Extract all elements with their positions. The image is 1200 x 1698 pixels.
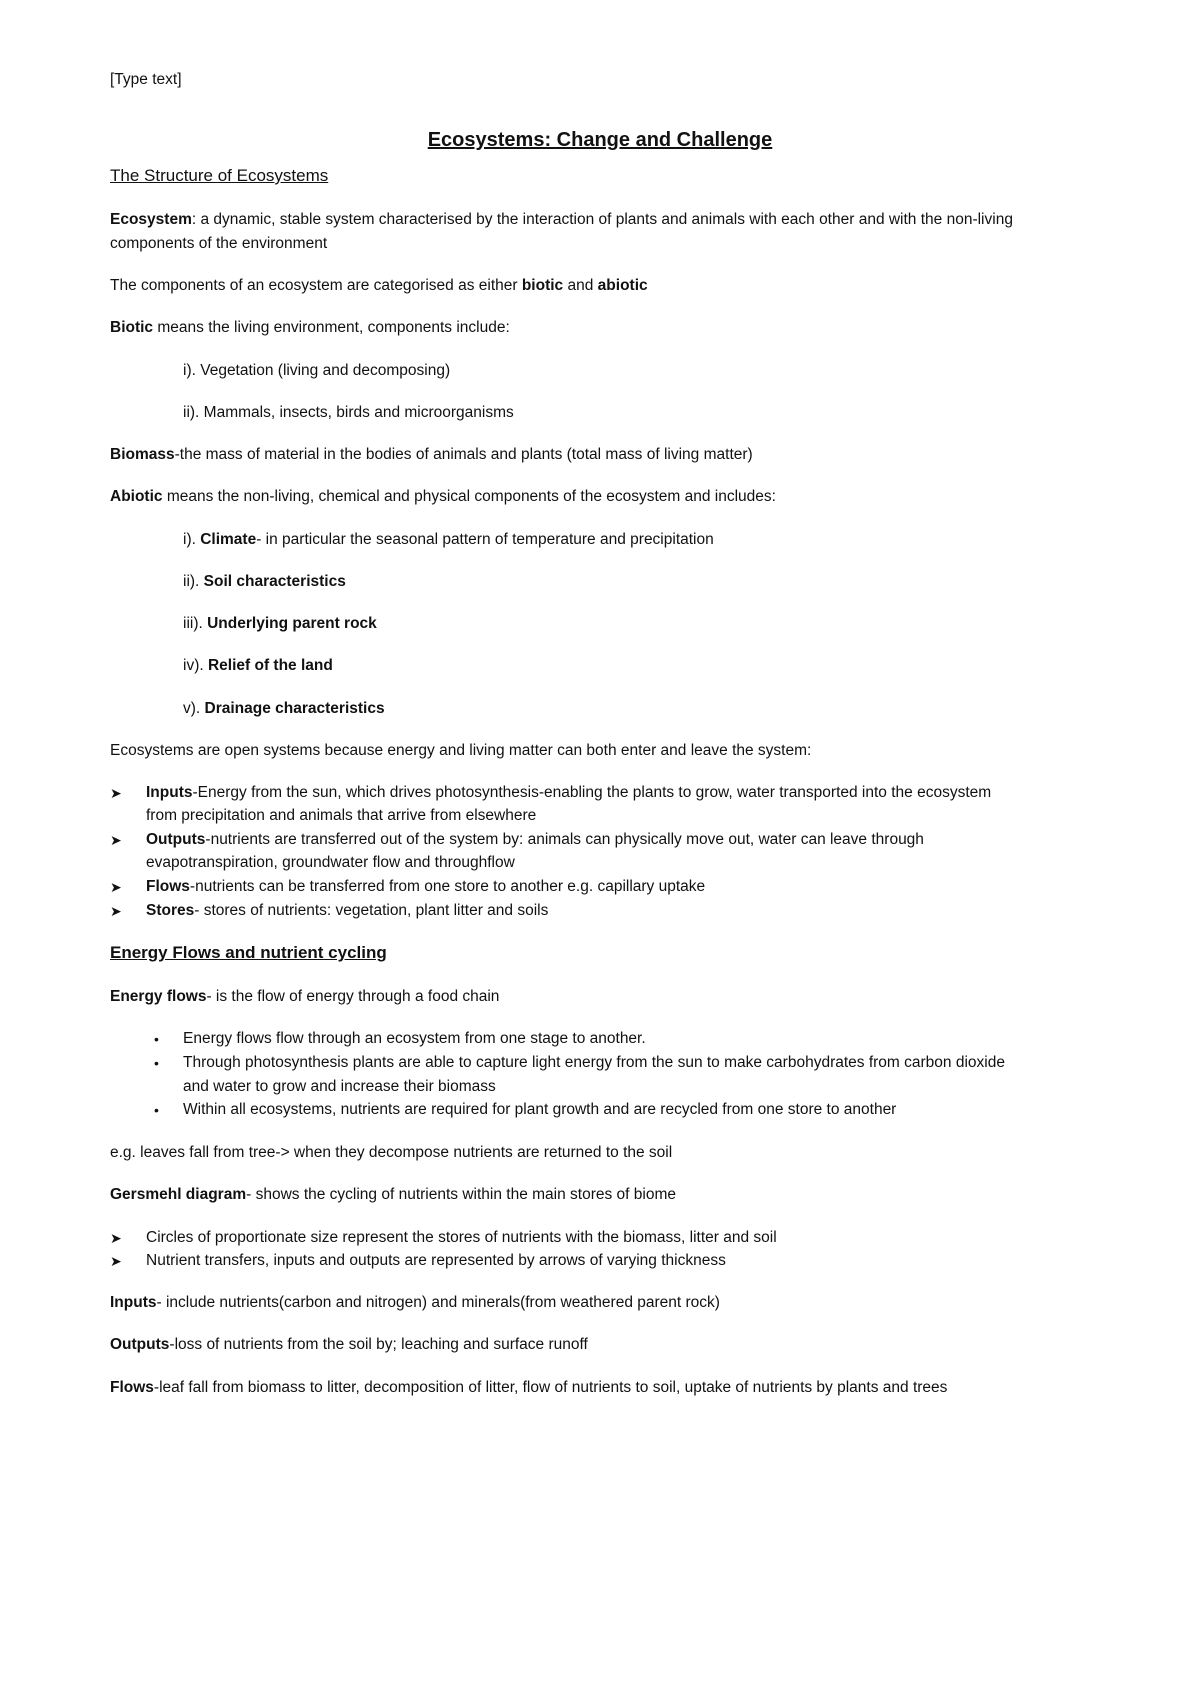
term-flows: Flows <box>146 878 190 895</box>
gersmehl-bullet: Circles of proportionate size represent the stores of nutrients with the biomass, litter and soil <box>146 1229 777 1246</box>
bullet-inputs <box>146 783 991 803</box>
abiotic-item <box>183 530 714 550</box>
inputs-definition <box>110 1293 720 1313</box>
item-number: v). <box>183 700 205 717</box>
arrowhead-bullet-icon: ➤ <box>110 1230 122 1246</box>
term-abiotic: abiotic <box>597 277 648 294</box>
sentence-text: and <box>563 277 598 294</box>
biomass-definition <box>110 445 753 465</box>
ecosystem-definition-line2: components of the environment <box>110 235 328 252</box>
flows-definition <box>110 1378 947 1398</box>
definition-text: -the mass of material in the bodies of animals and plants (total mass of living matter) <box>174 446 753 463</box>
bullet-dot-icon: • <box>154 1102 159 1118</box>
arrowhead-bullet-icon: ➤ <box>110 1253 122 1269</box>
term-stores: Stores <box>146 902 195 919</box>
item-term: Drainage characteristics <box>204 700 385 717</box>
arrowhead-bullet-icon: ➤ <box>110 832 122 848</box>
arrowhead-bullet-icon: ➤ <box>110 785 122 801</box>
item-term: Relief of the land <box>207 657 333 674</box>
term-biomass: Biomass <box>110 446 175 463</box>
term-ecosystem: Ecosystem <box>110 211 192 228</box>
bullet-text: - stores of nutrients: vegetation, plant litter and soils <box>194 902 549 919</box>
gersmehl-bullet: Nutrient transfers, inputs and outputs are represented by arrows of varying thickness <box>146 1252 726 1269</box>
ecosystem-definition-line1 <box>110 210 1013 230</box>
item-term: Underlying parent rock <box>207 615 377 632</box>
bullet-text: -nutrients can be transferred from one store to another e.g. capillary uptake <box>189 878 706 895</box>
bullet-outputs-cont: evapotranspiration, groundwater flow and throughflow <box>146 854 515 871</box>
item-term: Climate <box>200 531 257 548</box>
term-inputs: Inputs <box>146 784 193 801</box>
term-biotic: biotic <box>521 277 564 294</box>
biotic-item: i). Vegetation (living and decomposing) <box>183 362 451 379</box>
dot-bullet-item: Through photosynthesis plants are able to capture light energy from the sun to make carbohydrates from carbon dioxide <box>183 1054 1005 1071</box>
biotic-definition <box>110 318 510 338</box>
arrowhead-bullet-icon: ➤ <box>110 879 122 895</box>
bullet-text: -Energy from the sun, which drives photosynthesis-enabling the plants to grow, water transported into the ecosystem <box>192 784 992 801</box>
sentence-text: The components of an ecosystem are categorised as either <box>110 277 522 294</box>
dot-bullet-item-cont: and water to grow and increase their biomass <box>183 1078 496 1095</box>
abiotic-item <box>183 572 346 592</box>
term-outputs: Outputs <box>146 831 206 848</box>
definition-text: means the non-living, chemical and physical components of the ecosystem and includes: <box>162 488 776 505</box>
example-sentence: e.g. leaves fall from tree-> when they decompose nutrients are returned to the soil <box>110 1144 673 1161</box>
bullet-outputs <box>146 830 924 850</box>
definition-text: - is the flow of energy through a food chain <box>206 988 500 1005</box>
term-flows: Flows <box>110 1379 154 1396</box>
definition-text: -leaf fall from biomass to litter, decomposition of litter, flow of nutrients to soil, uptake of nutrients by plants and trees <box>153 1379 948 1396</box>
item-text: - in particular the seasonal pattern of temperature and precipitation <box>256 531 714 548</box>
section-heading-energy-flows: Energy Flows and nutrient cycling <box>110 943 387 962</box>
definition-text: - include nutrients(carbon and nitrogen) and minerals(from weathered parent rock) <box>156 1294 720 1311</box>
arrowhead-bullet-icon: ➤ <box>110 903 122 919</box>
definition-text: -loss of nutrients from the soil by; leaching and surface runoff <box>169 1336 588 1353</box>
section-heading-text: The Structure of Ecosystems <box>110 166 329 185</box>
definition-text: means the living environment, components include: <box>153 319 510 336</box>
item-number: ii). <box>183 573 204 590</box>
biotic-item: ii). Mammals, insects, birds and microorganisms <box>183 404 514 421</box>
abiotic-item <box>183 656 333 676</box>
term-energy-flows: Energy flows <box>110 988 207 1005</box>
bullet-text: -nutrients are transferred out of the system by: animals can physically move out, water can leave through <box>205 831 924 848</box>
bullet-dot-icon: • <box>154 1031 159 1047</box>
bullet-flows <box>146 877 705 897</box>
components-sentence <box>110 276 648 296</box>
item-number: iv). <box>183 657 208 674</box>
header-text: [Type text] <box>110 71 182 88</box>
outputs-definition <box>110 1335 588 1355</box>
definition-text: - shows the cycling of nutrients within the main stores of biome <box>246 1186 676 1203</box>
gersmehl-definition <box>110 1185 676 1205</box>
bullet-inputs-cont: from precipitation and animals that arrive from elsewhere <box>146 807 537 824</box>
definition-text: : a dynamic, stable system characterised by the interaction of plants and animals with each other and with the non-living <box>191 211 1013 228</box>
term-gersmehl: Gersmehl diagram <box>110 1186 247 1203</box>
open-systems-sentence: Ecosystems are open systems because energy and living matter can both enter and leave the system: <box>110 742 812 759</box>
bullet-dot-icon: • <box>154 1055 159 1071</box>
item-term: Soil characteristics <box>203 573 346 590</box>
term-outputs: Outputs <box>110 1336 170 1353</box>
item-number: iii). <box>183 615 208 632</box>
abiotic-definition <box>110 487 776 507</box>
dot-bullet-item: Energy flows flow through an ecosystem from one stage to another. <box>183 1030 646 1047</box>
dot-bullet-item: Within all ecosystems, nutrients are required for plant growth and are recycled from one store to another <box>183 1101 897 1118</box>
energy-flows-definition <box>110 987 499 1007</box>
term-biotic: Biotic <box>110 319 154 336</box>
abiotic-item <box>183 699 385 719</box>
item-number: i). <box>183 531 201 548</box>
abiotic-item <box>183 614 377 634</box>
term-inputs: Inputs <box>110 1294 157 1311</box>
bullet-stores <box>146 901 548 921</box>
section-heading-structure <box>110 166 328 186</box>
term-abiotic: Abiotic <box>110 488 163 505</box>
page-title: Ecosystems: Change and Challenge <box>427 129 773 151</box>
